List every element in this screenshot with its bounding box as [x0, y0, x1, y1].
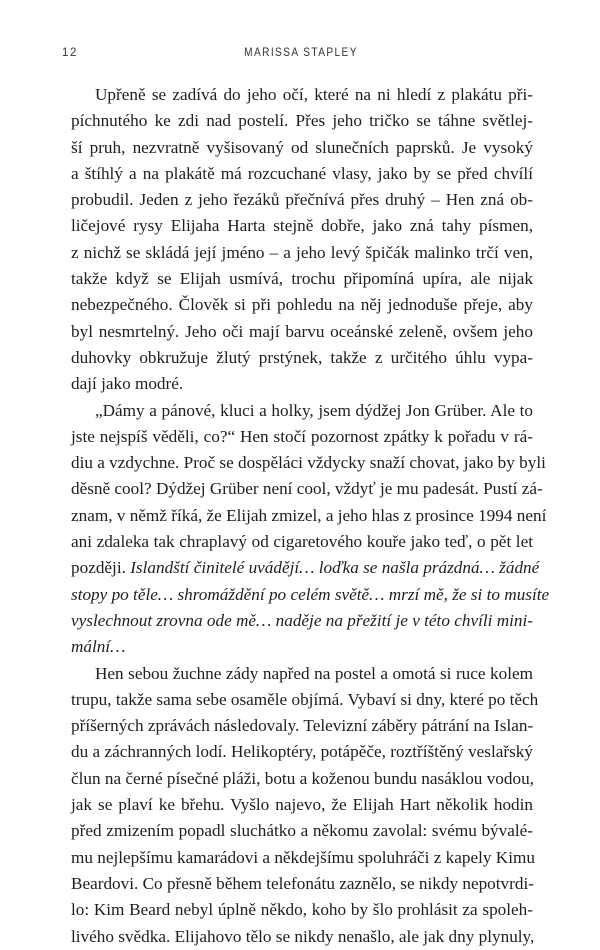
text-line: jak se plaví ke břehu. Vyšlo najevo, že Elijah Hart několik hodin: [71, 795, 533, 815]
text-line: mu nejlepšímu kamarádovi a někdejšímu spoluhráči z kapely Kimu: [71, 847, 535, 867]
italic-text: mální…: [71, 637, 126, 657]
text-line: ší pruh, nezvratně vyšisovaný od slunečních paprsků. Je vysoký: [71, 137, 533, 157]
paragraph: [71, 661, 539, 950]
text-line: livého svědka. Elijahovo tělo se nikdy nenašlo, ale jak dny plynuly,: [71, 926, 535, 946]
text-line: ani zdaleka tak chraplavý od cigaretového kouře jako teď, o pět let: [71, 532, 533, 552]
text-line: Hen sebou žuchne zády napřed na postel a omotá si ruce kolem: [95, 663, 533, 683]
text-line-mixed: [71, 555, 540, 581]
text-line-italic: [71, 608, 533, 634]
page-number: 12: [62, 47, 78, 59]
text-line: člun na černé písečné pláži, botu a koženou bundu nasáklou vodou,: [71, 768, 534, 788]
text-line: příšerných zprávách následovaly. Televizní záběry pátrání na Islan-: [71, 716, 534, 736]
body-text: [71, 82, 550, 950]
text-line: před zmizením popadl sluchátko a někomu zavolal: svému bývalé-: [71, 821, 533, 841]
text-line: Beardovi. Co přesně během telefonátu zaznělo, se nikdy nepotvrdi-: [71, 873, 534, 893]
text-line: znam, v němž říká, že Elijah zmizel, a jeho hlas z prosince 1994 není: [71, 505, 547, 525]
text-line: „Dámy a pánové, kluci a holky, jsem dýdžej Jon Grüber. Ale to: [95, 400, 533, 420]
italic-text: Islandští činitelé uvádějí… loďka se našla prázdná… žádné: [130, 558, 540, 578]
text-line: du a záchranných lodí. Helikoptéry, potápěče, roztříštěný veslařský: [71, 742, 533, 762]
text-line: diu a vzdychne. Proč se dospěláci vždycky snaží chovat, jako by byli: [71, 453, 546, 473]
text-line: trupu, takže sama sebe osaměle objímá. Vybaví si dny, které po těch: [71, 689, 539, 709]
italic-text: vyslechnout zrovna ode mě… naděje na přežití je v této chvíli mini-: [71, 610, 533, 630]
text-line: děsně cool? Dýdžej Grüber není cool, vždyť je mu padesát. Pustí zá-: [71, 479, 543, 499]
text-line: nebezpečného. Člověk si při pohledu na něj jednoduše přeje, aby: [71, 295, 533, 315]
text-line-italic: [71, 582, 550, 608]
text-line: probudil. Jeden z jeho řezáků přečnívá přes druhý – Hen zná ob-: [71, 190, 533, 210]
roman-text: později.: [71, 558, 131, 578]
text-line: z nichž se skládá její jméno – a jeho levý špičák malinko trčí ven,: [71, 242, 533, 262]
text-line: byl nesmrtelný. Jeho oči mají barvu oceánské zeleně, ovšem jeho: [71, 321, 533, 341]
text-line: ličejové rysy Elijaha Harta stejně dobře, jako zná tahy písmen,: [71, 216, 533, 236]
paragraph: [71, 398, 550, 661]
text-line-italic: [71, 634, 533, 660]
author-name: MARISSA STAPLEY: [244, 47, 358, 59]
paragraph: [71, 82, 533, 398]
text-line: a štíhlý a na plakátě má rozcuchané vlasy, jako by se před chvílí: [71, 163, 533, 183]
text-line: Upřeně se zadívá do jeho očí, které na ni hledí z plakátu při-: [95, 85, 533, 104]
text-line: takže když se Elijah usmívá, trochu připomíná upíra, ale nijak: [71, 269, 533, 289]
text-line: dají jako modré.: [71, 374, 184, 394]
italic-text: stopy po těle… shromáždění po celém světě… mrzí mě, že si to musíte: [71, 584, 550, 604]
text-line: duhovky obkružuje žlutý prstýnek, takže z určitého úhlu vypa-: [71, 347, 533, 367]
text-line: jste nejspíš věděli, co?“ Hen stočí pozornost zpátky k pořadu v rá-: [71, 426, 533, 446]
running-head: [62, 47, 540, 67]
text-line: lo: Kim Beard nebyl úplně někdo, koho by šlo prohlásit za spoleh-: [71, 900, 533, 920]
text-line: píchnutého ke zdi nad postelí. Přes jeho tričko se táhne světlej-: [71, 111, 533, 131]
